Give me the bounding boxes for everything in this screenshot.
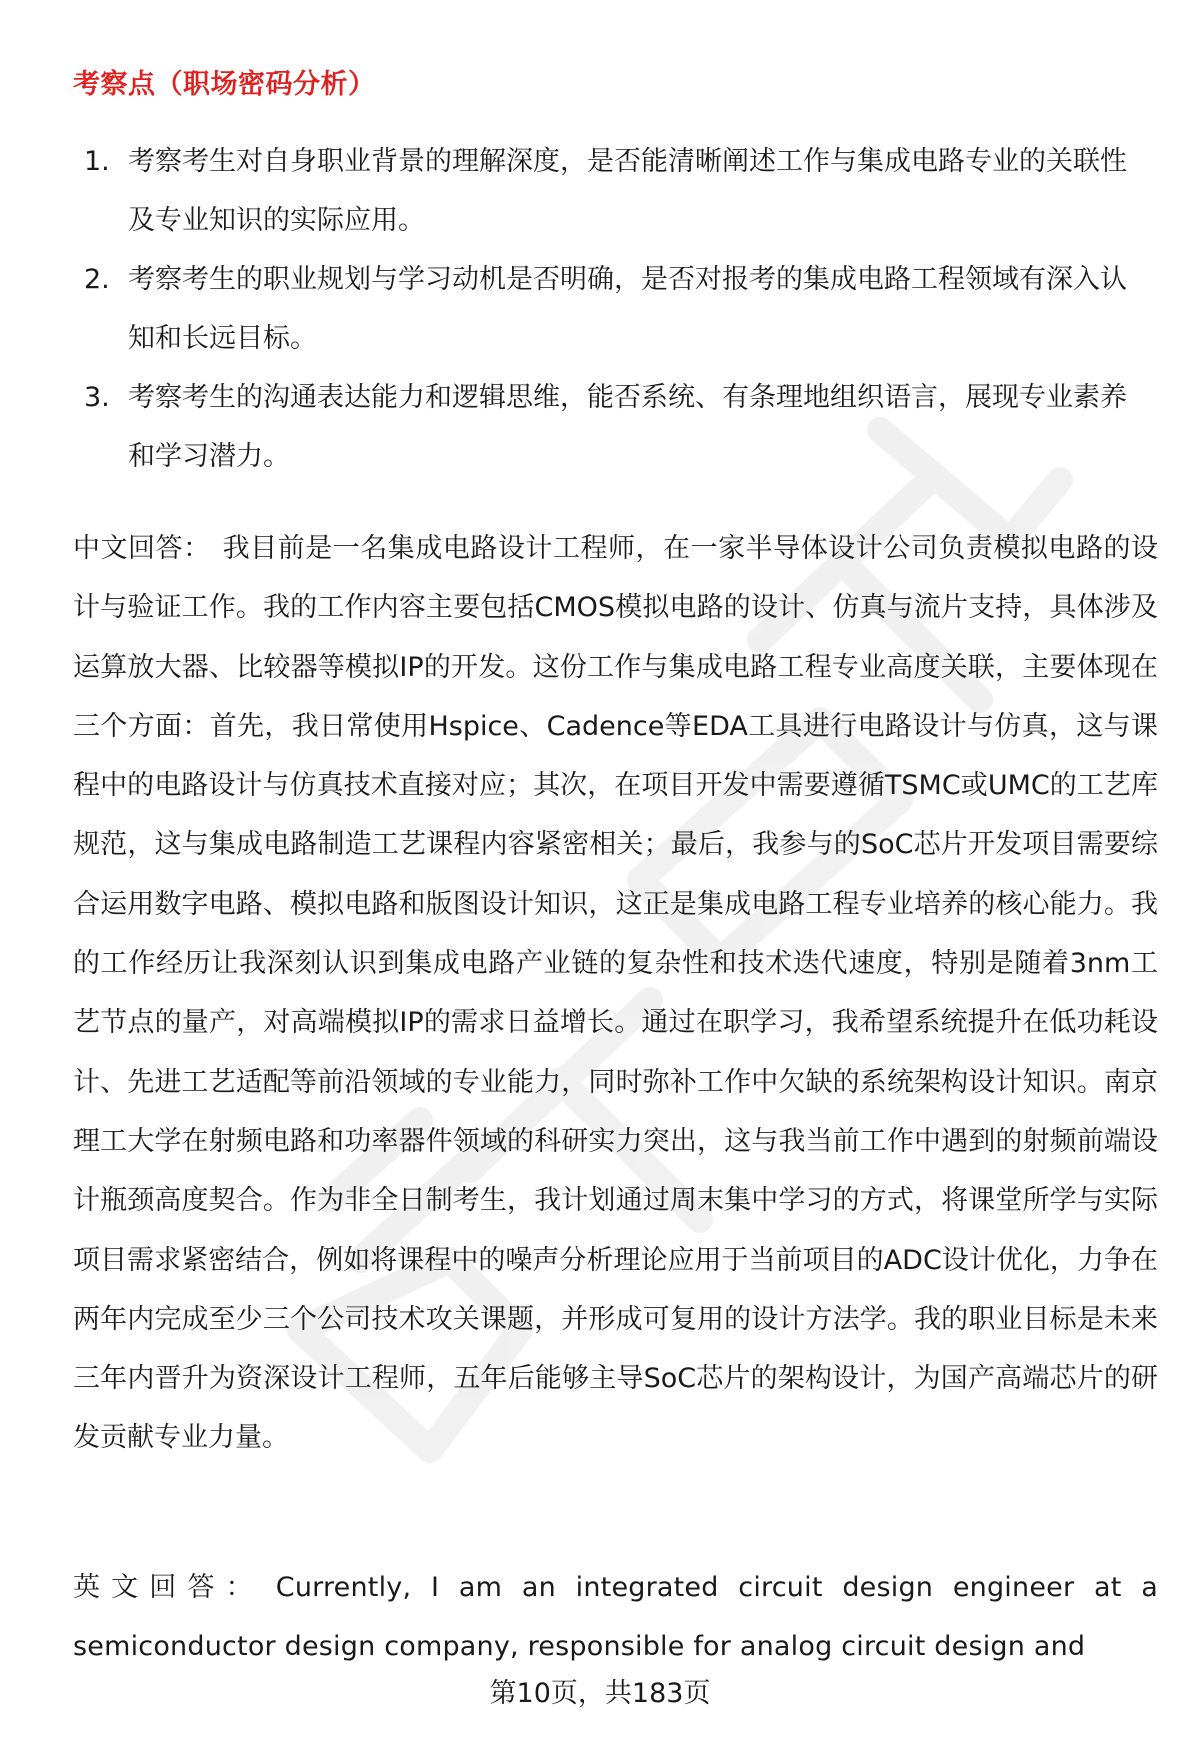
chinese-answer-text: 我目前是一名集成电路设计工程师，在一家半导体设计公司负责模拟电路的设计与验证工作。我的工作内容主要包括CMOS模拟电路的设计、仿真与流片支持，具体涉及运算放大器、比较器等模拟IP的开发。这份工作与集成电路工程专业高度关联，主要体现在三个方面：首先，我日常使用Hspice、Cadence等EDA工具进行电路设计与仿真，这与课程中的电路设计与仿真技术直接对应；其次，在项目开发中需要遵循TSMC或UMC的工艺库规范，这与集成电路制造工艺课程内容紧密相关；最后，我参与的SoC芯片开发项目需要综合运用数字电路、模拟电路和版图设计知识，这正是集成电路工程专业培养的核心能力。我的工作经历让我深刻认识到集成电路产业链的复杂性和技术迭代速度，特别是随着3nm工艺节点的量产，对高端模拟IP的需求日益增长。通过在职学习，我希望系统提升在低功耗设计、先进工艺适配等前沿领域的专业能力，同时弥补工作中欠缺的系统架构设计知识。南京理工大学在射频电路和功率器件领域的科研实力突出，这与我当前工作中遇到的射频前端设计瓶颈高度契合。作为非全日制考生，我计划通过周末集中学习的方式，将课堂所学与实际项目需求紧密结合，例如将课程中的噪声分析理论应用于当前项目的ADC设计优化，力争在两年内完成至少三个公司技术攻关课题，并形成可复用的设计方法学。我的职业目标是未来三年内晋升为资深设计工程师，五年后能够主导SoC芯片的架构设计，为国产高端芯片的研发贡献专业力量。 (73, 533, 1159, 1454)
list-item-text: 考察考生对自身职业背景的理解深度，是否能清晰阐述工作与集成电路专业的关联性及专业知识的实际应用。 (128, 146, 1127, 236)
english-answer-paragraph (73, 1558, 1158, 1677)
list-item-text: 考察考生的沟通表达能力和逻辑思维，能否系统、有条理地组织语言，展现专业素养和学习潜力。 (128, 382, 1127, 472)
list-item (78, 132, 1148, 250)
list-item (78, 250, 1148, 368)
page-number: 第10页，共183页 (489, 1678, 711, 1709)
list-item (78, 368, 1148, 486)
list-item-text: 考察考生的职业规划与学习动机是否明确，是否对报考的集成电路工程领域有深入认知和长远目标。 (128, 264, 1127, 354)
chinese-answer-paragraph (73, 519, 1158, 1468)
assessment-points-list (78, 132, 1148, 486)
chinese-answer-label: 中文回答： (73, 533, 211, 564)
list-item-number: 3. (84, 382, 110, 413)
english-answer-label: 英文回答： (73, 1572, 264, 1603)
english-answer-text: Currently, I am an integrated circuit design engineer at a semiconductor design company, responsible for analog circuit design and (73, 1572, 1158, 1663)
list-item-number: 2. (84, 264, 110, 295)
section-title: 考察点（职场密码分析） (73, 69, 376, 100)
list-item-number: 1. (84, 146, 110, 177)
